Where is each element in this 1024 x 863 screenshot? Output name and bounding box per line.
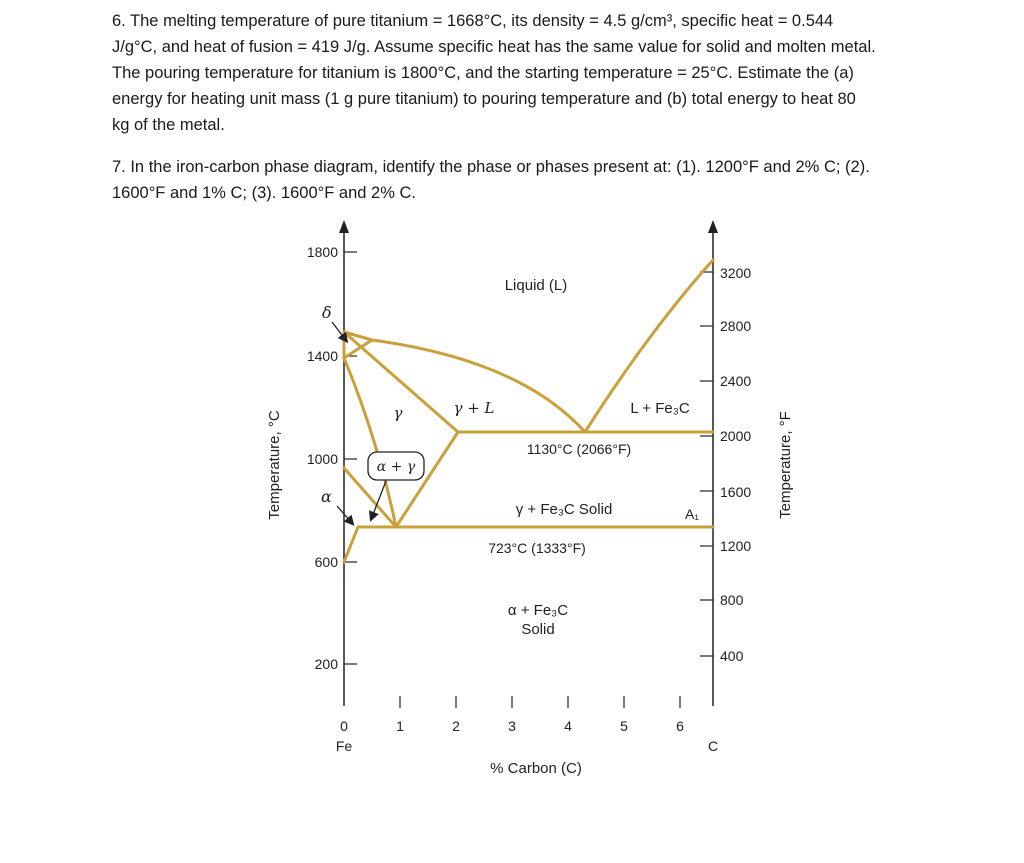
- alpha-lower-boundary: [344, 527, 358, 562]
- gamma-liquid-region-label: γ + L: [453, 399, 495, 417]
- question-6-line: 6. The melting temperature of pure titanium = 1668°C, its density = 4.5 g/cm³, specific heat = 0.544: [112, 12, 834, 30]
- right-tick-label: 1600: [720, 484, 752, 500]
- x-end-label: C: [707, 738, 719, 754]
- x-tick-label: 0: [340, 718, 348, 734]
- right-tick-label: 400: [720, 648, 744, 664]
- question-6-line: J/g°C, and heat of fusion = 419 J/g. Assume specific heat has the same value for solid and molten metal.: [112, 38, 876, 56]
- x-tick-label: 6: [676, 718, 684, 734]
- left-axis-label: Temperature, °C: [266, 410, 283, 520]
- x-tick-label: 1: [396, 718, 404, 734]
- a3-line: [344, 358, 396, 527]
- x-start-label: Fe: [335, 738, 353, 754]
- x-tick-label: 3: [508, 718, 516, 734]
- left-tick-label: 600: [314, 554, 338, 570]
- gamma-fe3c-region-label: γ + Fe₃C Solid: [515, 501, 613, 518]
- right-axis-arrow-icon: [708, 220, 718, 233]
- delta-pointer-arrow-icon: [332, 322, 345, 339]
- question-6-line: energy for heating unit mass (1 g pure titanium) to pouring temperature and (b) total energy to heat 80: [112, 90, 856, 108]
- alpha-gamma-region-label: α + γ: [376, 459, 416, 475]
- gamma-region-label: γ: [393, 404, 403, 422]
- x-tick-label: 5: [620, 718, 628, 734]
- left-tick-label: 1000: [306, 451, 338, 467]
- left-tick-label: 1400: [306, 348, 338, 364]
- x-axis-label: % Carbon (C): [490, 760, 582, 777]
- question-6-line: kg of the metal.: [112, 116, 225, 134]
- right-tick-label: 1200: [720, 538, 752, 554]
- left-tick-label: 200: [314, 656, 338, 672]
- question-7-line: 7. In the iron-carbon phase diagram, identify the phase or phases present at: (1). 1200°F and 2% C; (2).: [112, 158, 870, 176]
- x-tick-label: 4: [564, 718, 572, 734]
- alpha-fe3c-solid-label: Solid: [521, 621, 555, 638]
- eutectic-annotation: 1130°C (2066°F): [526, 441, 632, 457]
- question-6-line: The pouring temperature for titanium is 1800°C, and the starting temperature = 25°C. Estimate the (a): [112, 64, 854, 82]
- alpha-label: α: [321, 487, 332, 506]
- right-tick-label: 2000: [720, 428, 752, 444]
- liquid-fe3c-region-label: L + Fe₃C: [630, 400, 690, 417]
- eutectoid-annotation: 723°C (1333°F): [488, 540, 586, 556]
- liquid-region-label: Liquid (L): [504, 277, 568, 294]
- right-tick-label: 3200: [720, 265, 752, 281]
- a1-label: A₁: [684, 506, 700, 522]
- right-tick-label: 2800: [720, 318, 752, 334]
- delta-label: δ: [322, 303, 332, 322]
- x-tick-label: 2: [452, 718, 460, 734]
- question-7-line: 1600°F and 1% C; (3). 1600°F and 2% C.: [112, 184, 416, 202]
- left-tick-label: 1800: [306, 244, 338, 260]
- alpha-fe3c-region-label: α + Fe₃C: [507, 602, 569, 619]
- right-tick-label: 800: [720, 592, 744, 608]
- left-axis-arrow-icon: [339, 220, 349, 233]
- right-axis-label: Temperature, °F: [777, 411, 794, 519]
- right-tick-label: 2400: [720, 373, 752, 389]
